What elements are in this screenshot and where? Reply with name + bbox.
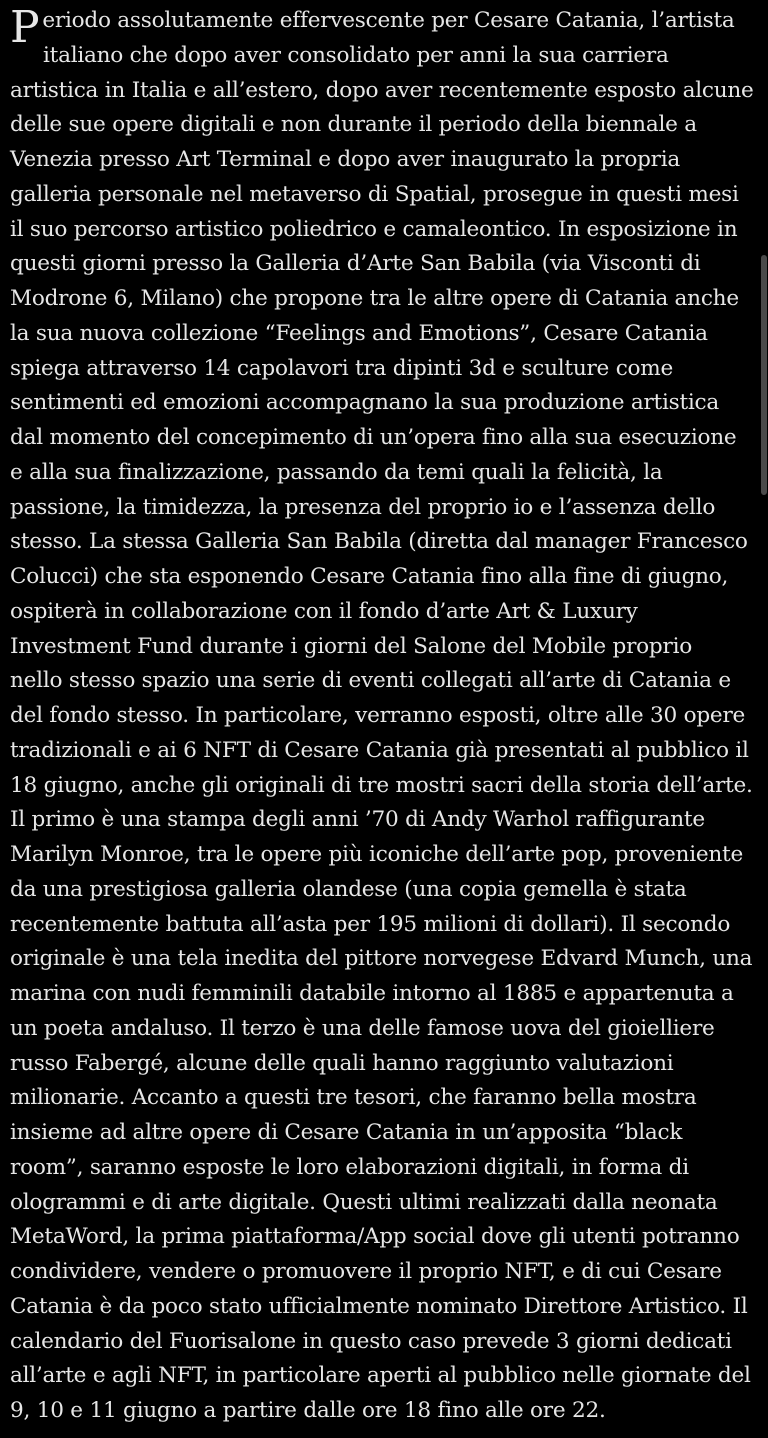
article-line: nello stesso spazio una serie di eventi collegati all’arte di Catania e <box>10 668 731 694</box>
article-line: originale è una tela inedita del pittore norvegese Edvard Munch, una <box>10 946 753 972</box>
vertical-scrollbar[interactable] <box>760 0 768 1438</box>
article-line: Modrone 6, Milano) che propone tra le altre opere di Catania anche <box>10 286 739 311</box>
article-line: 18 giugno, anche gli originali di tre mostri sacri della storia dell’arte. <box>10 772 753 798</box>
article-line: la sua nuova collezione “Feelings and Emotions”, Cesare Catania <box>10 320 708 346</box>
article-line: delle sue opere digitali e non durante il periodo della biennale a <box>10 112 697 138</box>
article-line: passione, la timidezza, la presenza del proprio io e l’assenza dello <box>10 494 716 520</box>
article-line: MetaWord, la prima piattaforma/App social dove gli utenti potranno <box>10 1224 740 1250</box>
article-line: dal momento del concepimento di un’opera fino alla sua esecuzione <box>10 425 737 450</box>
article-line: room”, saranno esposte le loro elaborazioni digitali, in forma di <box>10 1154 689 1180</box>
article-line: Venezia presso Art Terminal e dopo aver inaugurato la propria <box>10 147 680 172</box>
article-line: artistica in Italia e all’estero, dopo aver recentemente esposto alcune <box>10 77 754 103</box>
article-line: 9, 10 e 11 giugno a partire dalle ore 18 fino alle ore 22. <box>10 1398 606 1423</box>
article-line: del fondo stesso. In particolare, verranno esposti, oltre alle 30 opere <box>10 703 746 728</box>
article-line: all’arte e agli NFT, in particolare aperti al pubblico nelle giornate del <box>10 1363 751 1389</box>
article-line: e alla sua finalizzazione, passando da temi quali la felicità, la <box>10 459 663 485</box>
article-line: un poeta andaluso. Il terzo è una delle famose uova del gioielliere <box>10 1015 715 1041</box>
article-line: questi giorni presso la Galleria d’Arte San Babila (via Visconti di <box>10 251 701 277</box>
article-line: ospiterà in collaborazione con il fondo d’arte Art & Luxury <box>10 598 638 624</box>
article-line: stesso. La stessa Galleria San Babila (diretta dal manager Francesco <box>10 529 748 555</box>
article-line: recentemente battuta all’asta per 195 milioni di dollari). Il secondo <box>10 911 731 937</box>
article-line: Il primo è una stampa degli anni ’70 di Andy Warhol raffigurante <box>10 807 705 833</box>
scrollbar-thumb[interactable] <box>761 255 767 495</box>
article-line: milionarie. Accanto a questi tre tesori, che faranno bella mostra <box>10 1085 697 1111</box>
article-line: condividere, vendere o promuovere il proprio NFT, e di cui Cesare <box>10 1259 722 1284</box>
drop-cap: P <box>10 2 40 53</box>
article-line: tradizionali e ai 6 NFT di Cesare Catania già presentati al pubblico il <box>10 737 749 763</box>
article-body <box>10 4 758 1429</box>
article-line-2: italiano che dopo aver consolidato per anni la sua carriera <box>43 42 669 68</box>
article-line: insieme ad altre opere di Cesare Catania in un’apposita “black <box>10 1120 683 1145</box>
article-line: calendario del Fuorisalone in questo caso prevede 3 giorni dedicati <box>10 1328 732 1354</box>
article-line: Colucci) che sta esponendo Cesare Catania fino alla fine di giugno, <box>10 564 729 589</box>
article-line: ologrammi e di arte digitale. Questi ultimi realizzati dalla neonata <box>10 1189 718 1215</box>
article-line: marina con nudi femminili databile intorno al 1885 e appartenuta a <box>10 981 734 1006</box>
article-line: galleria personale nel metaverso di Spatial, prosegue in questi mesi <box>10 181 739 207</box>
article-line: spiega attraverso 14 capolavori tra dipinti 3d e sculture come <box>10 355 674 381</box>
article-line-1 <box>10 2 758 53</box>
article-line-text: eriodo assolutamente effervescente per Cesare Catania, l’artista <box>42 8 735 33</box>
article-line: sentimenti ed emozioni accompagnano la sua produzione artistica <box>10 390 720 416</box>
article-line: Investment Fund durante i giorni del Salone del Mobile proprio <box>10 633 692 659</box>
article-line: Catania è da poco stato ufficialmente nominato Direttore Artistico. Il <box>10 1293 748 1319</box>
article-line: il suo percorso artistico poliedrico e camaleontico. In esposizione in <box>10 216 738 242</box>
article-line: da una prestigiosa galleria olandese (una copia gemella è stata <box>10 876 687 902</box>
article-line: russo Fabergé, alcune delle quali hanno raggiunto valutazioni <box>10 1050 674 1076</box>
article-line: Marilyn Monroe, tra le opere più iconiche dell’arte pop, proveniente <box>10 842 744 867</box>
